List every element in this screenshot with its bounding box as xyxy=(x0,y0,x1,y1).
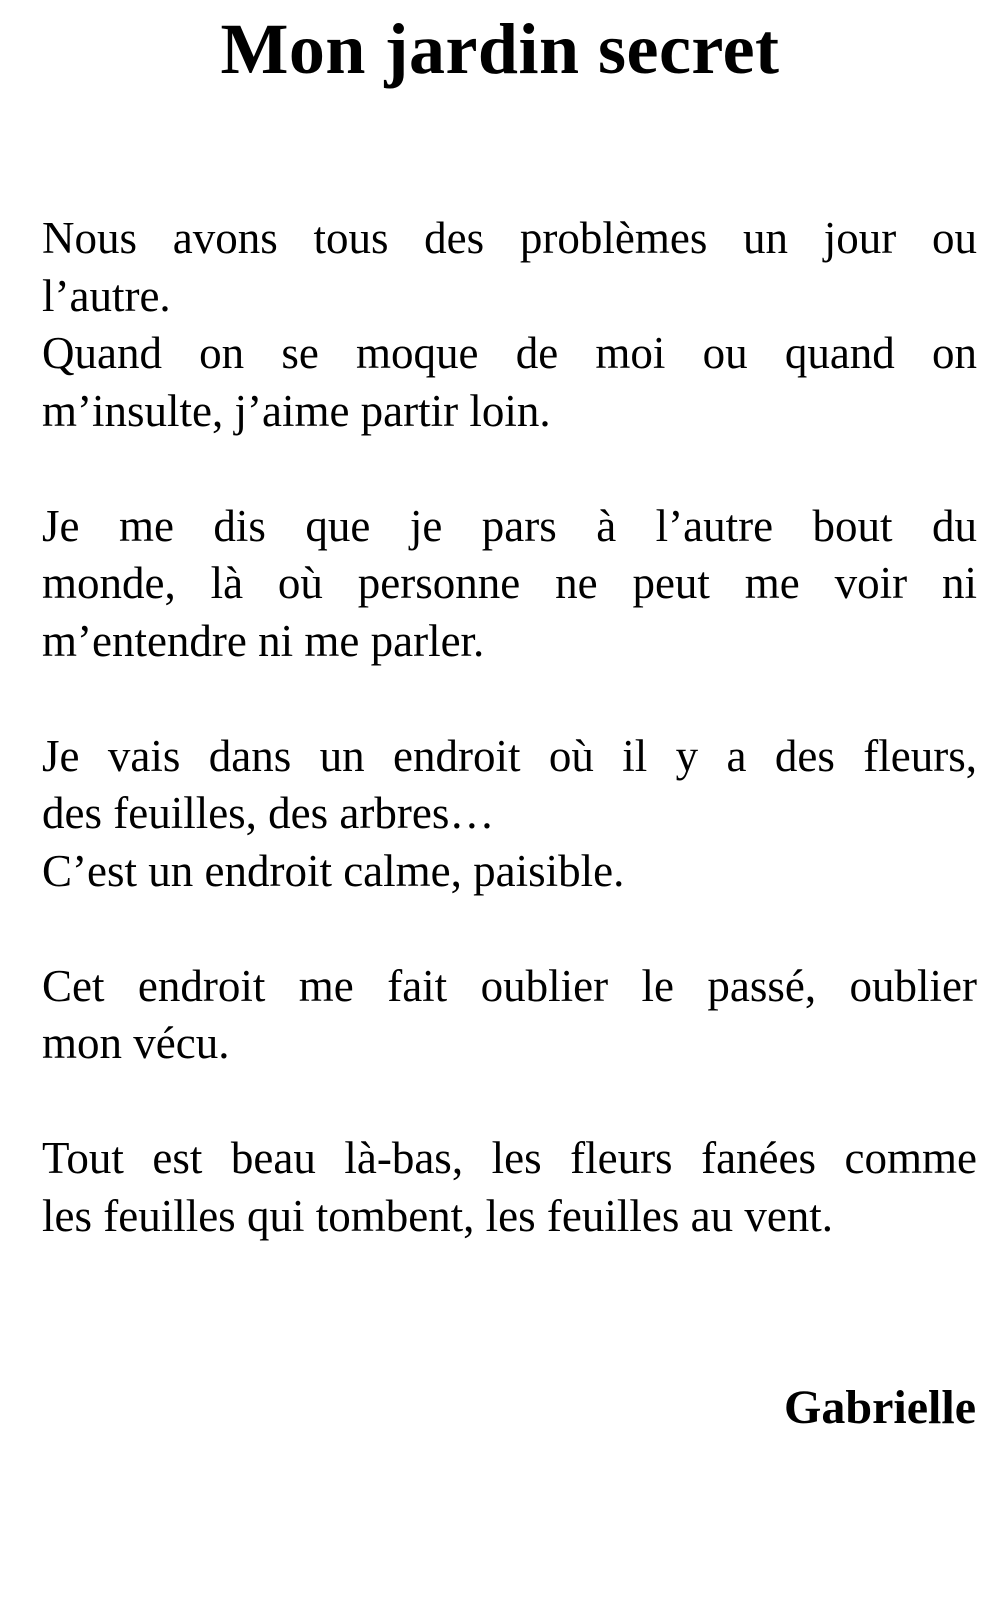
page-title: Mon jardin secret xyxy=(220,9,780,89)
stanza-1 xyxy=(42,210,977,440)
poem-line: Quand on se moque de moi ou quand on xyxy=(42,328,977,378)
stanza-5 xyxy=(42,1130,977,1245)
stanza-3 xyxy=(42,728,977,901)
poem-line: mon vécu. xyxy=(42,1018,230,1068)
poem-line: m’entendre ni me parler. xyxy=(42,615,485,666)
poem-line: Tout est beau là-bas, les fleurs fanées comme xyxy=(42,1133,977,1183)
poem-line: les feuilles qui tombent, les feuilles au vent. xyxy=(42,1190,834,1241)
stanza-4 xyxy=(42,958,977,1073)
poem-body xyxy=(42,210,977,1303)
poem-line: Cet endroit me fait oublier le passé, oublier xyxy=(42,960,977,1011)
stanza-2 xyxy=(42,498,977,671)
author-signature: Gabrielle xyxy=(784,1381,976,1434)
poem-line: m’insulte, j’aime partir loin. xyxy=(42,385,551,436)
poem-line: Je me dis que je pars à l’autre bout du xyxy=(42,500,977,551)
poem-line: Nous avons tous des problèmes un jour ou xyxy=(42,213,977,263)
poem-line: l’autre. xyxy=(42,270,171,321)
poem-line: C’est un endroit calme, paisible. xyxy=(42,845,625,896)
poem-line: des feuilles, des arbres… xyxy=(42,788,495,838)
poem-line: Je vais dans un endroit où il y a des fleurs, xyxy=(42,730,977,781)
poem-line: monde, là où personne ne peut me voir ni xyxy=(42,558,977,608)
